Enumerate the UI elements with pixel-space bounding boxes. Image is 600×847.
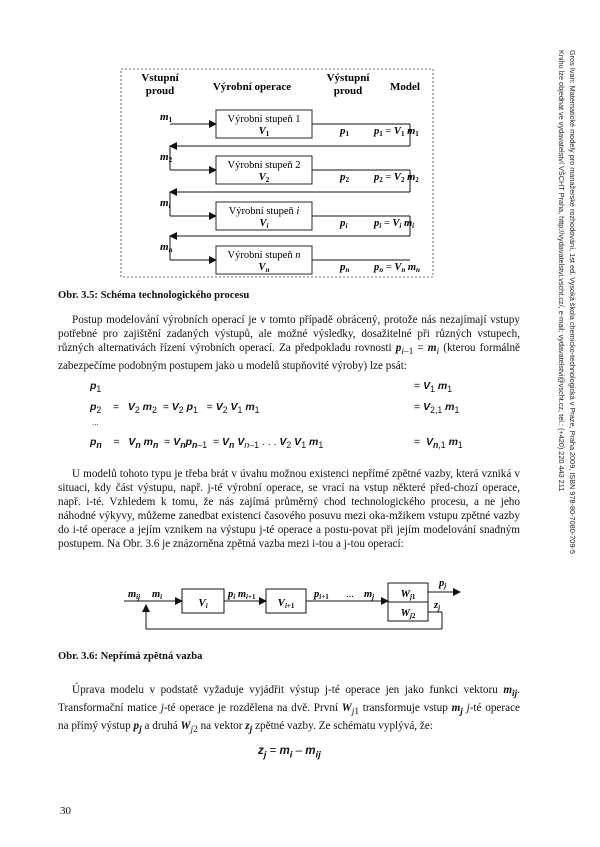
svg-text:pi: pi <box>340 217 348 230</box>
svg-text:pj: pj <box>439 578 447 590</box>
side-note-line-1: Gros Ivan: Matematické modely pro manažerské rozhodování, 1st ed. Vysoká škola chemicko-technologická v Praze, Praha 2009, ISBN 978-80-7080-709-5 <box>568 50 577 554</box>
svg-text:p1 = V1 m1: p1 = V1 m1 <box>374 126 419 138</box>
stage-1 <box>216 110 312 138</box>
svg-text:p2: p2 <box>340 171 349 184</box>
stage-i <box>216 202 312 230</box>
header-operation: Výrobní operace <box>212 81 292 93</box>
svg-text:pi+1: pi+1 <box>314 589 329 601</box>
svg-text:Wj2: Wj2 <box>400 608 416 620</box>
equation-1: $p_1$ <box>90 380 102 395</box>
svg-text:Výrobní stupeň 1: Výrobní stupeň 1 <box>227 114 301 125</box>
figure-3-5-diagram <box>120 68 450 283</box>
svg-text:pi mi+1: pi mi+1 <box>228 589 256 601</box>
svg-text:Výrobní stupeň i: Výrobní stupeň i <box>228 206 300 217</box>
svg-text:V2: V2 <box>258 172 270 184</box>
figure-3-6-caption: Obr. 3.6: Nepřímá zpětná vazba <box>58 651 203 662</box>
svg-text:pn: pn <box>340 261 350 274</box>
svg-text:...: ... <box>346 589 354 600</box>
equation-n-rhs: = $V_{n,1}$ $m_1$ <box>414 436 463 451</box>
header-model: Model <box>390 81 420 93</box>
side-note <box>548 50 584 790</box>
equation-n: $p_n$ = $V_n$ $m_n = V_np_{n-1} = V_n$ $V_{n-1}$ . . . $V_2$ $V_1$ $m_1$ <box>90 436 324 451</box>
svg-text:Vn: Vn <box>258 262 270 274</box>
stage-n <box>216 246 312 274</box>
svg-text:Vi+1: Vi+1 <box>277 597 295 610</box>
equation-dots: ... <box>92 418 99 427</box>
page-number: 30 <box>60 805 71 817</box>
svg-text:Wj1: Wj1 <box>400 589 416 601</box>
equation-1-rhs: = $V_1$ $m_1$ <box>414 380 453 395</box>
svg-text:Výrobní stupeň 2: Výrobní stupeň 2 <box>227 160 301 171</box>
svg-text:Vi: Vi <box>259 218 269 230</box>
paragraph-3: Úprava modelu v podstatě vyžaduje vyjádřit výstup j-té operace jen jako funkci vektoru $m_{ij}$. Transformační matice j-té operace je rozdělena na dvě. První $W_{j1}$ transformuje vstup $m_j$ j-té operace na přímý výstup $p_j$ a druhá $W_{j2}$ na vektor $z_j$ zpětné vazby. Ze schématu vyplývá, že: <box>58 684 520 736</box>
header-output-l2: proud <box>333 85 363 97</box>
svg-text:p2 = V2 m2: p2 = V2 m2 <box>374 172 419 184</box>
svg-text:mi: mi <box>152 589 163 601</box>
side-note-line-2: Knihu lze objednat ve vydavatelství VŠCHT Praha, http://vydavatelstvi.vscht.cz/, e-mail: vydavatelstvi@vscht.cz, tel.: (+420) 220 443 211 <box>557 50 566 492</box>
equation-2: $p_2$ = $V_2$ $m_2 = V_2$ $p_1 = V_2$ $V_1$ $m_1$ <box>90 401 260 416</box>
figure-3-6-diagram <box>124 575 464 635</box>
svg-text:pi = Vi mi: pi = Vi mi <box>374 218 415 230</box>
svg-text:m2: m2 <box>160 151 173 164</box>
equation-zj: $z_j = m_i - m_{ij}$ <box>258 745 321 761</box>
svg-text:Výrobní stupeň n: Výrobní stupeň n <box>227 250 301 261</box>
header-output-l1: Výstupní <box>326 72 370 84</box>
svg-text:V1: V1 <box>258 126 270 138</box>
paragraph-2: U modelů tohoto typu je třeba brát v úvahu možnou existenci nepřímé zpětné vazby, která vzniká v situaci, kdy část výstupu, např. j-té výrobní operace, se vrací na vstup některé před-chozí operace, např. i-té. Vzhledem k tomu, že nás zajímá průměrný chod technologického procesu, a ne jeho náhodné výkyvy, můžeme zanedbat existenci časového posuvu mezi oka-mžikem vstupu zpětné vazby do i-té operace a jejím vznikem na výstupu j-té operace a postu-povat při jejím modelování snadným postupem. Na Obr. 3.6 je znázorněna zpětná vazba mezi i-tou a j-tou operací: <box>58 468 520 550</box>
stage-2 <box>216 156 312 184</box>
svg-text:m1: m1 <box>160 111 173 124</box>
svg-text:Vi: Vi <box>198 597 208 610</box>
equation-2-rhs: = $V_{2,1}$ $m_1$ <box>414 401 460 416</box>
paragraph-1: Postup modelování výrobních operací je v tomto případě obrácený, protože nás nezajímají vstupy potřebné pro zajištění zadaných výstupů, ale možné výsledky, dosažitelné při různých vstupech, různých alternativách řízení výrobních operací. Za předpokladu rovnosti $p_{i-1} = m_i$ (kterou formálně zabezpečíme podobným postupem jako u modelů stupňovité výroby) lze psát: <box>58 314 521 373</box>
svg-text:pn = Vn mn: pn = Vn mn <box>374 262 420 274</box>
svg-text:mij: mij <box>128 589 141 601</box>
header-input-l1: Vstupní <box>141 72 179 84</box>
svg-text:mn: mn <box>160 241 173 254</box>
svg-text:zj: zj <box>434 600 441 612</box>
figure-3-5-caption: Obr. 3.5: Schéma technologického procesu <box>58 290 250 301</box>
header-input-l2: proud <box>145 85 175 97</box>
svg-text:mi: mi <box>160 197 171 210</box>
svg-text:mj: mj <box>364 589 375 601</box>
svg-text:p1: p1 <box>340 125 349 138</box>
